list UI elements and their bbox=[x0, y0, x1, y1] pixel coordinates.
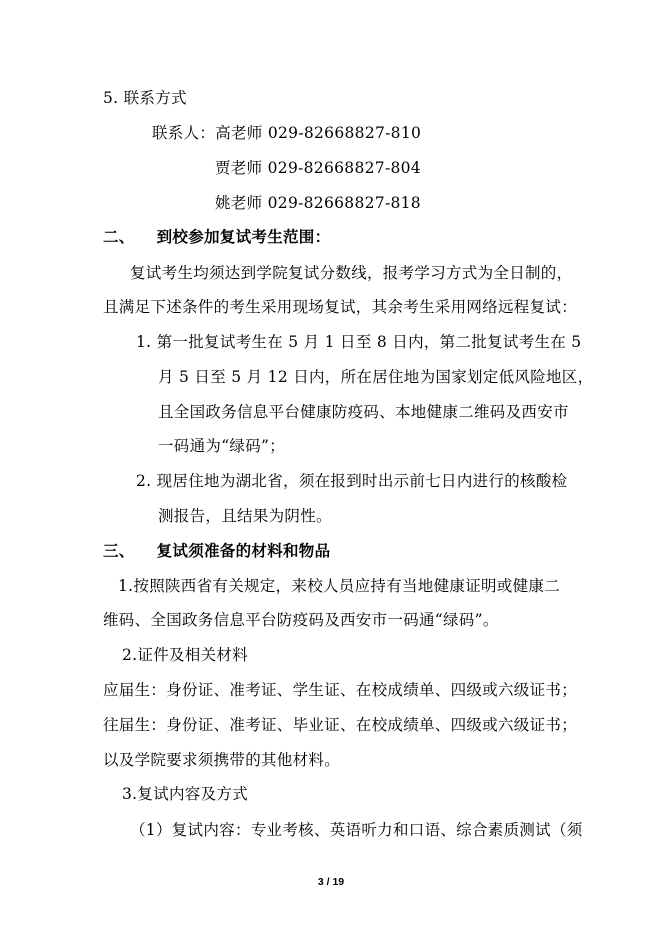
section3-p3-sub: （1）复试内容：专业考核、英语听力和口语、综合素质测试（须 bbox=[130, 821, 583, 839]
contact-label: 联系人： bbox=[152, 124, 216, 142]
section2-title: 到校参加复试考生范围： bbox=[156, 228, 331, 246]
contact-heading: 5. 联系方式 bbox=[103, 89, 187, 107]
section3-p2-line-1: 应届生：身份证、准考证、学生证、在校成绩单、四级或六级证书； bbox=[103, 681, 578, 699]
section3-p2-line-3: 以及学院要求须携带的其他材料。 bbox=[103, 751, 341, 769]
section2-item2-line-2: 测报告，且结果为阴性。 bbox=[158, 507, 332, 525]
section3-p1-line-2: 维码、全国政务信息平台防疫码及西安市一码通“绿码”。 bbox=[103, 611, 499, 629]
section3-p1-line-1: 1.按照陕西省有关规定，来校人员应持有当地健康证明或健康二 bbox=[118, 577, 560, 595]
section3-p2-title: 2.证件及相关材料 bbox=[122, 646, 248, 664]
section3-number: 三、 bbox=[103, 542, 135, 560]
section2-item1-line-2: 月 5 日至 5 月 12 日内，所在居住地为国家划定低风险地区， bbox=[158, 368, 594, 386]
section3-p2-line-2: 往届生：身份证、准考证、毕业证、在校成绩单、四级或六级证书； bbox=[103, 716, 578, 734]
section2-intro-line-1: 复试考生均须达到学院复试分数线，报考学习方式为全日制的， bbox=[130, 264, 573, 282]
section2-intro-line-2: 且满足下述条件的考生采用现场复试，其余考生采用网络远程复试： bbox=[103, 298, 578, 316]
section3-p3-title: 3.复试内容及方式 bbox=[122, 785, 248, 803]
contact-person-1: 高老师 029-82668827-810 bbox=[215, 124, 422, 142]
contact-person-2: 贾老师 029-82668827-804 bbox=[215, 159, 421, 177]
section2-item1-line-4: 一码通为“绿码”； bbox=[158, 437, 286, 455]
contact-row-1 bbox=[152, 123, 421, 143]
section2-number: 二、 bbox=[103, 228, 135, 246]
section2-heading bbox=[103, 227, 330, 247]
contact-person-3: 姚老师 029-82668827-818 bbox=[215, 194, 421, 212]
section3-heading bbox=[103, 541, 330, 561]
section3-title: 复试须准备的材料和物品 bbox=[156, 542, 331, 560]
page-number: 3 / 19 bbox=[317, 876, 345, 888]
section2-item2-line-1: 2. 现居住地为湖北省，须在报到时出示前七日内进行的核酸检 bbox=[136, 472, 568, 490]
section2-item1-line-1: 1. 第一批复试考生在 5 月 1 日至 8 日内，第二批复试考生在 5 bbox=[136, 333, 582, 351]
section2-item1-line-3: 且全国政务信息平台健康防疫码、本地健康二维码及西安市 bbox=[158, 403, 569, 421]
